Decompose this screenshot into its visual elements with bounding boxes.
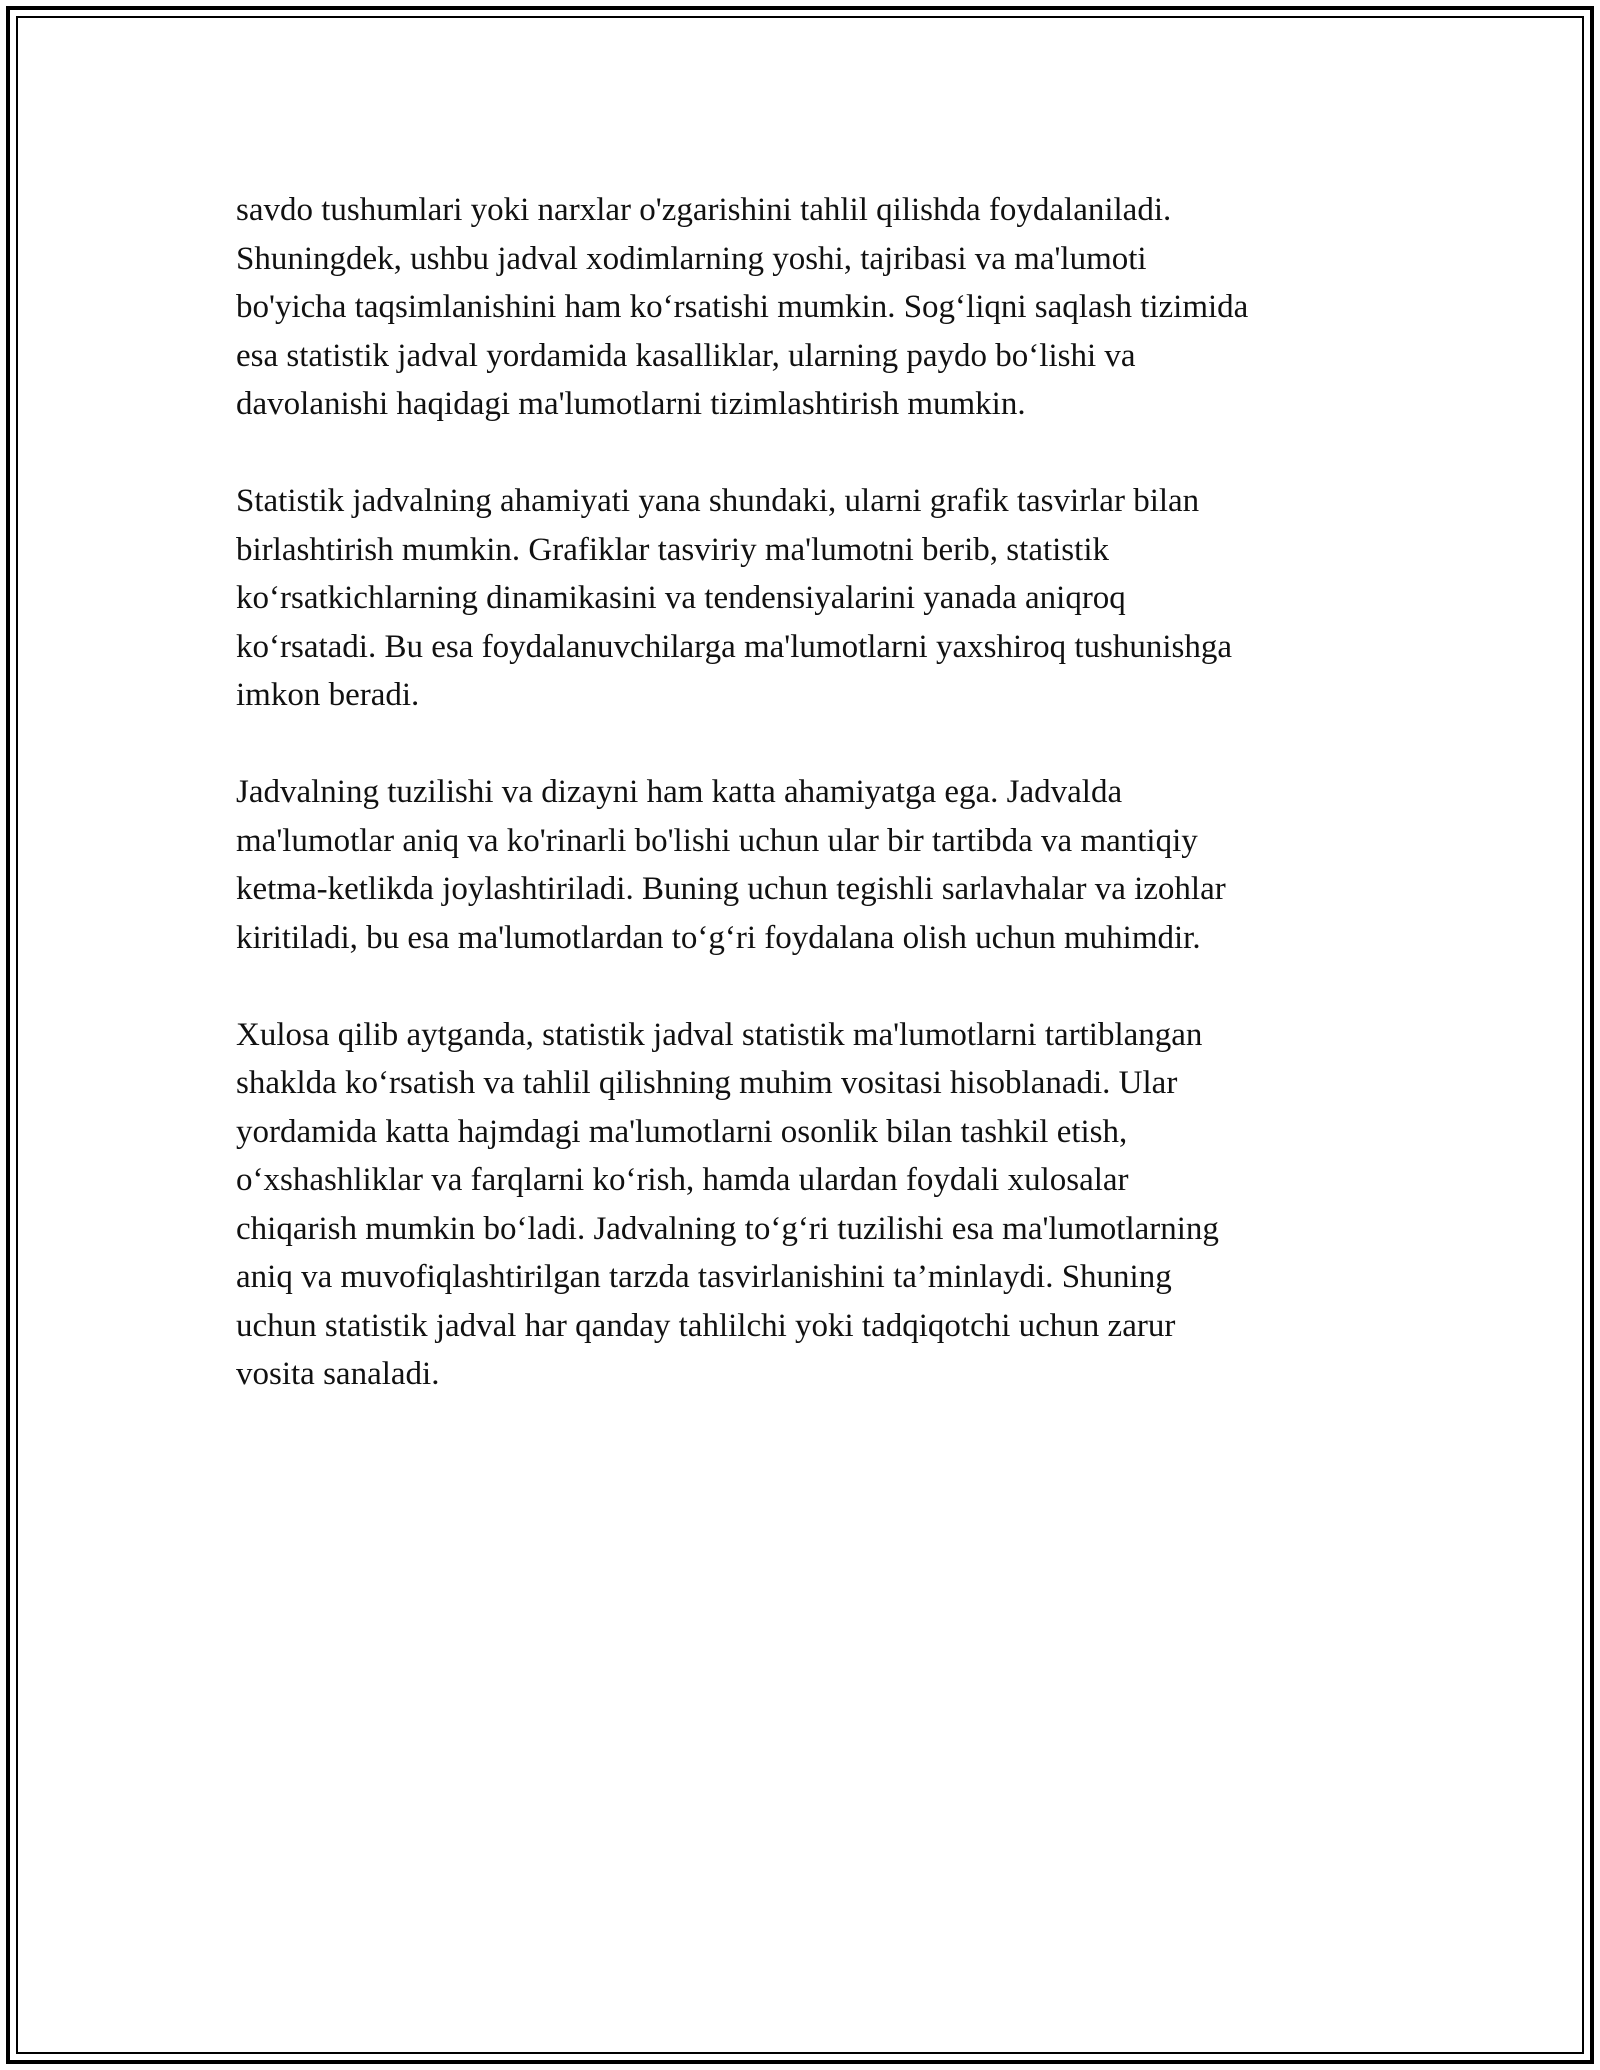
text-line: vosita sanaladi. bbox=[236, 1356, 440, 1392]
text-line: o‘xshashliklar va farqlarni ko‘rish, hamda ulardan foydali xulosalar bbox=[236, 1162, 1129, 1198]
text-line: ko‘rsatadi. Bu esa foydalanuvchilarga ma'lumotlarni yaxshiroq tushunishga bbox=[236, 628, 1233, 665]
paragraph-1 bbox=[236, 186, 1376, 429]
paragraph-4 bbox=[236, 1011, 1376, 1399]
paragraph-3 bbox=[236, 768, 1376, 962]
text-line: uchun statistik jadval har qanday tahlilchi yoki tadqiqotchi uchun zarur bbox=[236, 1307, 1176, 1344]
text-line: esa statistik jadval yordamida kasalliklar, ularning paydo bo‘lishi va bbox=[236, 337, 1136, 374]
text-line: birlashtirish mumkin. Grafiklar tasviriy ma'lumotni berib, statistik bbox=[236, 531, 1109, 568]
text-line: kiritiladi, bu esa ma'lumotlardan to‘g‘ri foydalana olish uchun muhimdir. bbox=[236, 919, 1201, 956]
text-line: chiqarish mumkin bo‘ladi. Jadvalning to‘g‘ri tuzilishi esa ma'lumotlarning bbox=[236, 1210, 1219, 1247]
text-line: yordamida katta hajmdagi ma'lumotlarni osonlik bilan tashkil etish, bbox=[236, 1113, 1128, 1150]
text-line: bo'yicha taqsimlanishini ham ko‘rsatishi mumkin. Sog‘liqni saqlash tizimida bbox=[236, 289, 1249, 325]
document-body bbox=[236, 186, 1376, 1447]
paragraph-2 bbox=[236, 477, 1376, 720]
text-line: Statistik jadvalning ahamiyati yana shundaki, ularni grafik tasvirlar bilan bbox=[236, 483, 1200, 519]
text-line: ko‘rsatkichlarning dinamikasini va tendensiyalarini yanada aniqroq bbox=[236, 580, 1126, 616]
text-line: ketma-ketlikda joylashtiriladi. Buning uchun tegishli sarlavhalar va izohlar bbox=[236, 871, 1226, 907]
text-line: imkon beradi. bbox=[236, 677, 420, 713]
text-line: aniq va muvofiqlashtirilgan tarzda tasvirlanishini ta’minlaydi. Shuning bbox=[236, 1259, 1172, 1295]
text-line: savdo tushumlari yoki narxlar o'zgarishini tahlil qilishda foydalaniladi. bbox=[236, 192, 1172, 228]
text-line: shaklda ko‘rsatish va tahlil qilishning muhim vositasi hisoblanadi. Ular bbox=[236, 1065, 1178, 1101]
text-line: Shuningdek, ushbu jadval xodimlarning yoshi, tajribasi va ma'lumoti bbox=[236, 240, 1147, 277]
text-line: Xulosa qilib aytganda, statistik jadval statistik ma'lumotlarni tartiblangan bbox=[236, 1016, 1203, 1053]
text-line: Jadvalning tuzilishi va dizayni ham katta ahamiyatga ega. Jadvalda bbox=[236, 774, 1123, 810]
text-line: davolanishi haqidagi ma'lumotlarni tizimlashtirish mumkin. bbox=[236, 386, 1026, 422]
text-line: ma'lumotlar aniq va ko'rinarli bo'lishi uchun ular bir tartibda va mantiqiy bbox=[236, 822, 1198, 859]
